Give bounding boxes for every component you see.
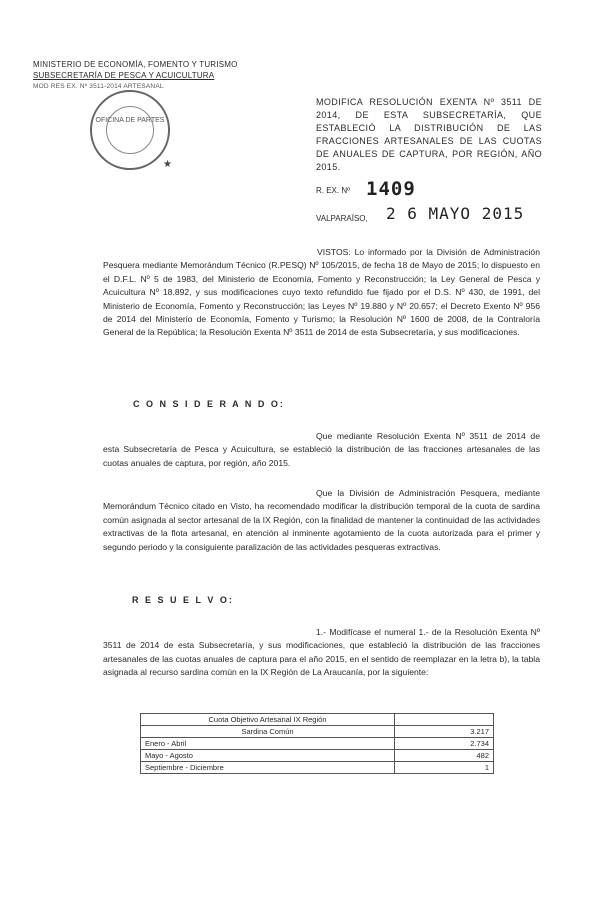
subsecretaria-name: SUBSECRETARÍA DE PESCA Y ACUICULTURA — [33, 71, 215, 80]
considerando-paragraph-2: Que la División de Administración Pesquera, mediante Memorándum Técnico citado en Visto, ha recomendado modificar la distribución temporal de la cuota de sardina común asignada al sector artesanal de la IX Región, con la finalidad de mantener la continuidad de las actividades extractivas de la flota artesanal, en atención al inminente agotamiento de la cuota autorizada para el primer y segundo periodo y la consiguiente paralización de las actividades pesqueras extractivas. — [103, 488, 540, 552]
table-value-cell: 2.734 — [395, 738, 494, 750]
table-total-cell: 3.217 — [395, 726, 494, 738]
resolution-place: VALPARAÍSO, — [316, 214, 368, 223]
table-row — [141, 750, 494, 762]
table-header-row — [141, 714, 494, 726]
document-title: MODIFICA RESOLUCIÓN EXENTA Nº 3511 DE 2014, DE ESTA SUBSECRETARÍA, QUE ESTABLECIÓ LA DISTRIBUCIÓN DE LAS FRACCIONES ARTESANALES DE LAS CUOTAS DE ANUALES DE CAPTURA, POR REGIÓN, AÑO 2015. — [316, 97, 542, 172]
table-row — [141, 726, 494, 738]
table-period-cell: Mayo - Agosto — [141, 750, 395, 762]
table-row — [141, 738, 494, 750]
table-row — [141, 762, 494, 774]
resolution-label: R. EX. Nº — [316, 186, 351, 195]
vistos-paragraph: VISTOS: Lo informado por la División de Administración Pesquera mediante Memorándum Técnico (R.PESQ) Nº 105/2015, de fecha 18 de Mayo de 2015; lo dispuesto en el D.F.L. Nº 5 de 1983, del Ministerio de Economía, Fomento y Reconstrucción; la Ley General de Pesca y Acuicultura Nº 18.892, y sus modificaciones cuyo texto refundido fue fijado por el D.S. Nº 430, de 1991, del Ministerio de Economía, Fomento y Reconstrucción; las Leyes Nº 19.880 y Nº 20.657; el Decreto Exento Nº 956 de 2014 del Ministerio de Economía, Fomento y Turismo; la Resolución Nº 1600 de 2008, de la Contraloría General de la República; la Resolución Exenta Nº 3511 de 2014 de esta Subsecretaría, y sus modificaciones. — [103, 247, 540, 338]
ministry-name: MINISTERIO DE ECONOMÍA, FOMENTO Y TURISMO — [33, 60, 238, 69]
resuelvo-paragraph-1: 1.- Modifícase el numeral 1.- de la Resolución Exenta Nº 3511 de 2014 de esta Subsecretaría, y sus modificaciones, que estableció la distribución de las fracciones artesanales de las cuotas anuales de captura para el año 2015, en el sentido de reemplazar en la letra b), la tabla asignada al recurso sardina común en la IX Región de La Araucanía, por la siguiente: — [103, 627, 540, 678]
star-icon: ★ — [163, 159, 172, 170]
resuelvo-heading: R E S U E L V O: — [132, 595, 234, 605]
table-period-cell: Enero - Abril — [141, 738, 395, 750]
table-value-cell: 1 — [395, 762, 494, 774]
office-stamp — [90, 90, 170, 170]
table-header-cell: Cuota Objetivo Artesanal IX Región — [141, 714, 395, 726]
table-header-empty — [395, 714, 494, 726]
stamp-inner-ring — [106, 106, 154, 154]
resolution-date: 2 6 MAYO 2015 — [386, 204, 525, 223]
table-value-cell: 482 — [395, 750, 494, 762]
document-reference: MOD RES EX. Nº 3511-2014 ARTESANAL — [33, 83, 164, 90]
considerando-heading: C O N S I D E R A N D O: — [133, 399, 285, 409]
table-period-cell: Septiembre - Diciembre — [141, 762, 395, 774]
resolution-number: 1409 — [366, 178, 416, 200]
stamp-text: OFICINA DE PARTES — [95, 117, 165, 124]
table-species-cell: Sardina Común — [141, 726, 395, 738]
quota-table — [140, 713, 494, 774]
considerando-paragraph-1: Que mediante Resolución Exenta Nº 3511 de 2014 de esta Subsecretaría de Pesca y Acuicultura, se estableció la distribución de las fracciones artesanales de las cuotas anuales de captura, por región, año 2015. — [103, 431, 540, 468]
